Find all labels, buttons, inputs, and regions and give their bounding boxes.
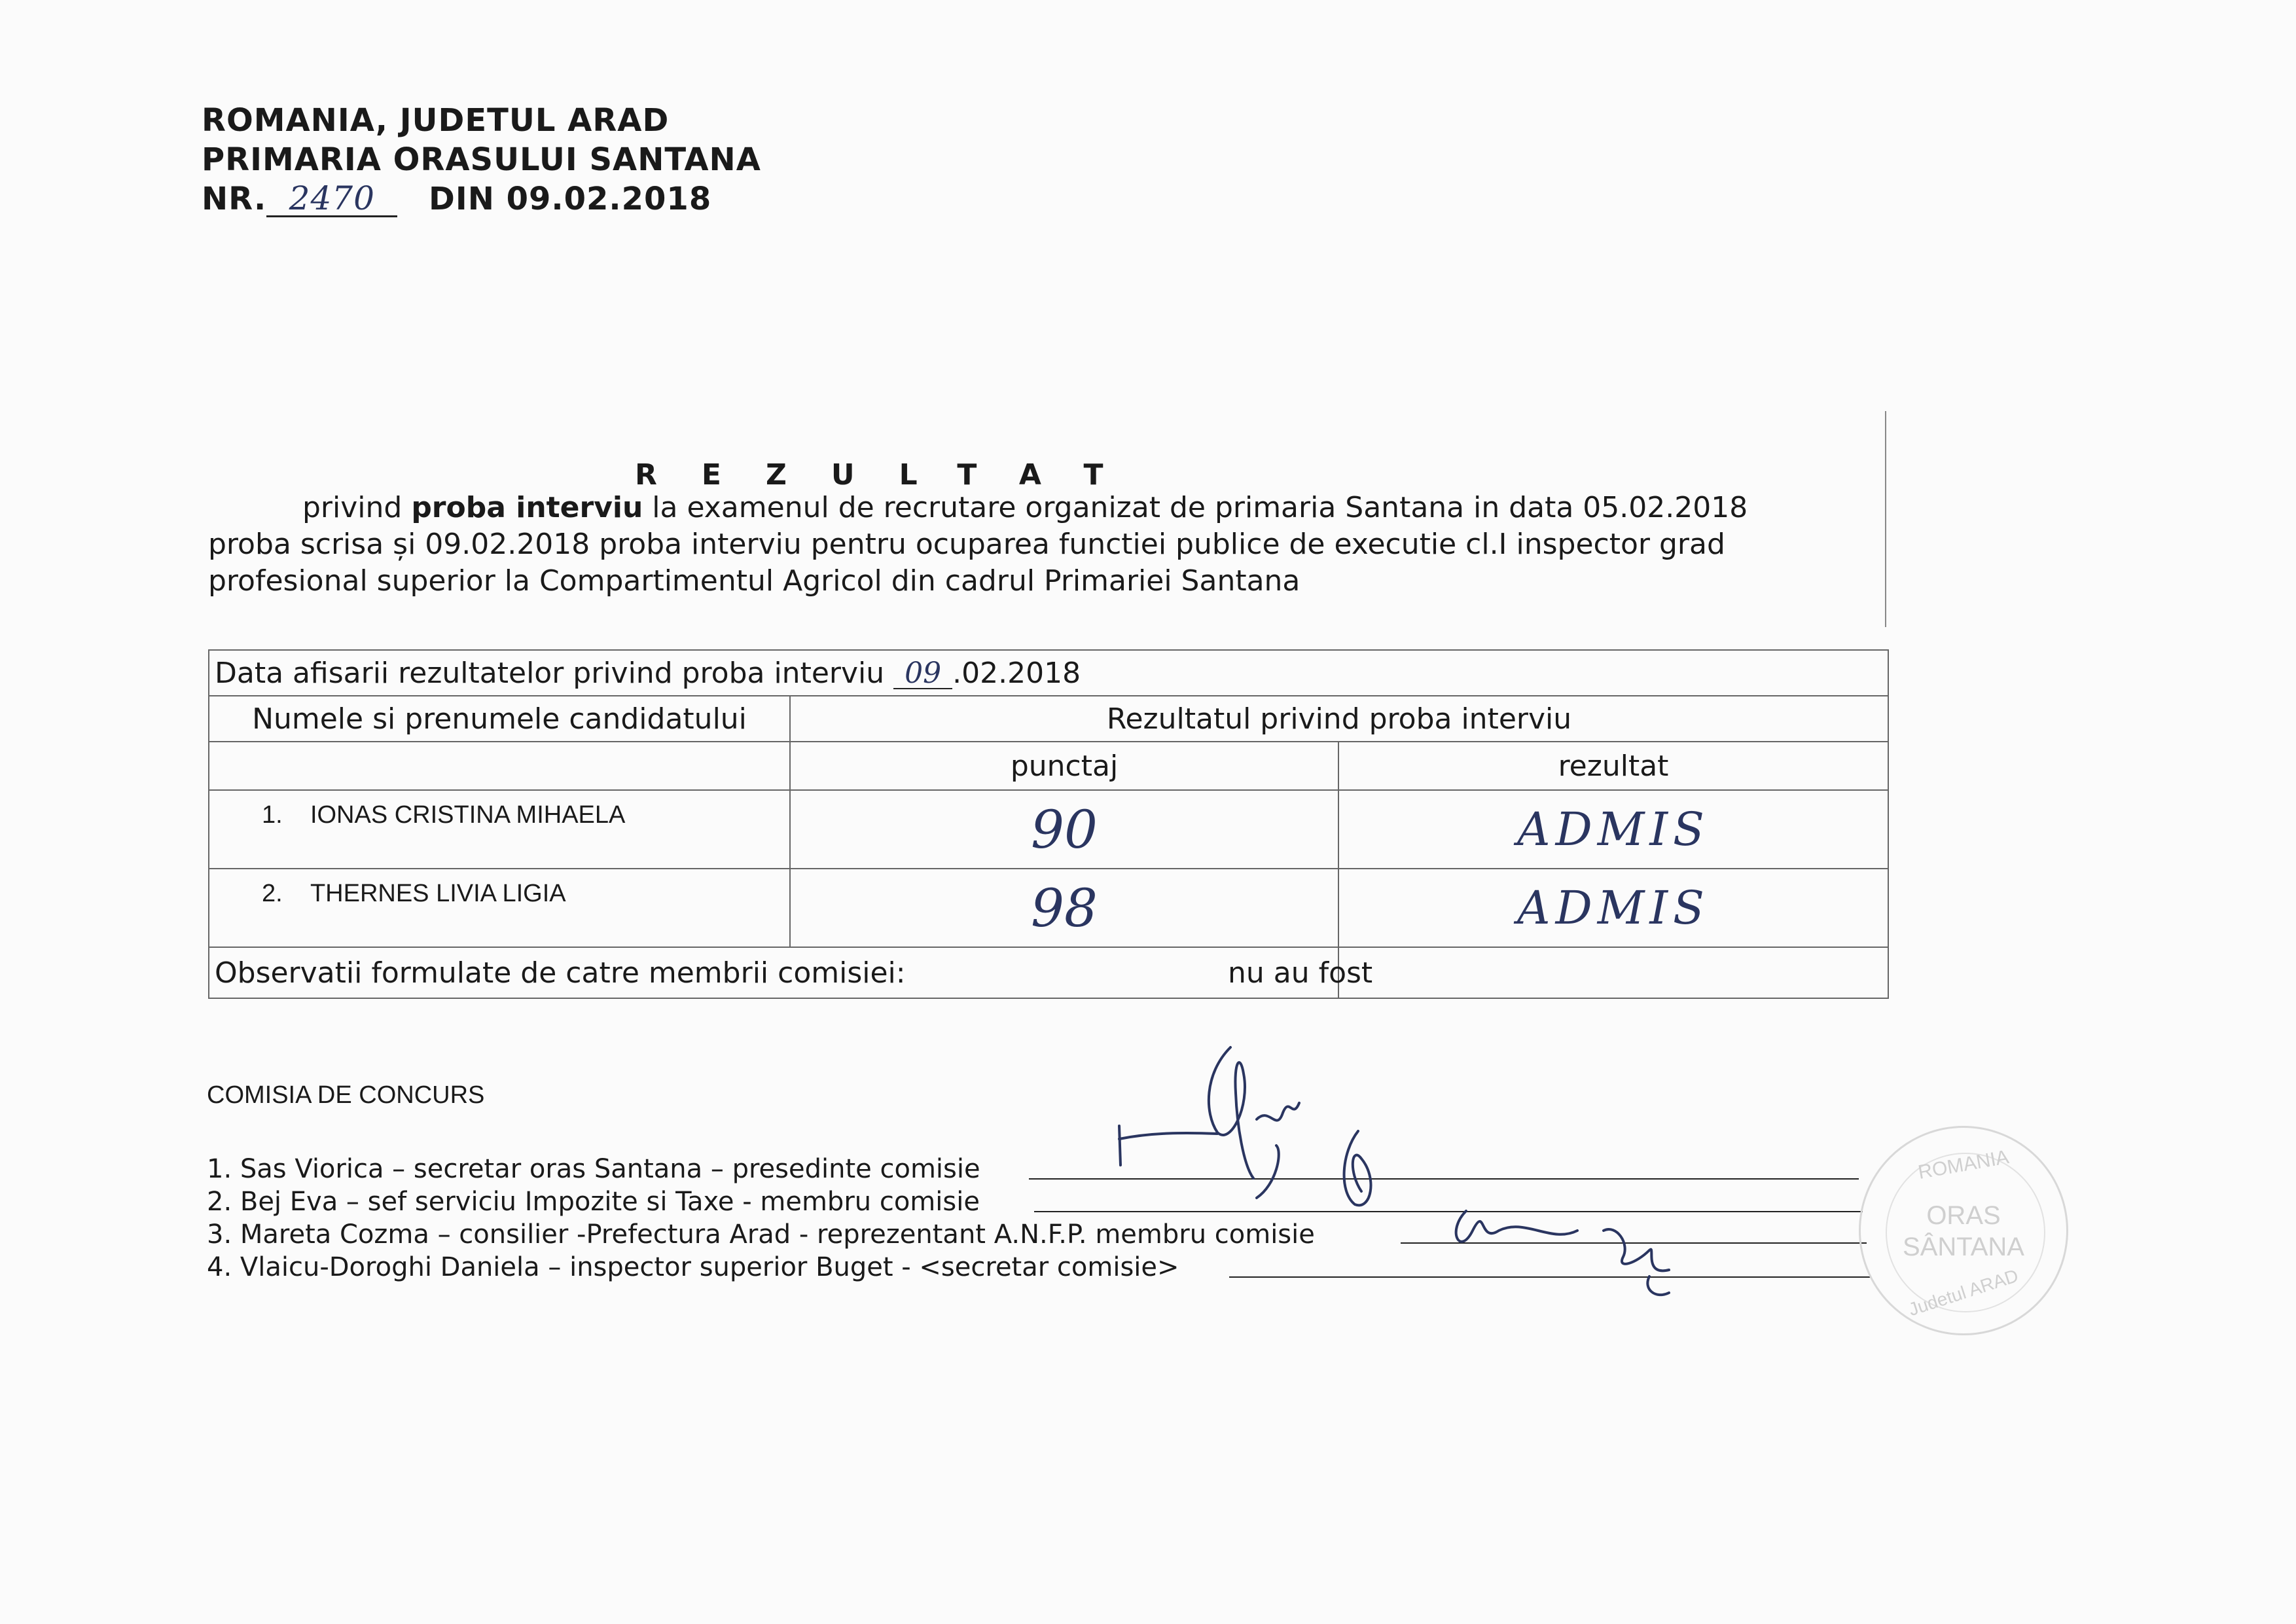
candidate-score: 90 xyxy=(790,790,1338,869)
registration-label: NR. xyxy=(202,181,267,217)
display-date-day: 09 xyxy=(893,659,952,689)
commission-member-2: 2. Bej Eva – sef serviciu Impozite si Taxe - membru comisie xyxy=(207,1187,980,1217)
intro-line-1: privind proba interviu la examenul de recrutare organizat de primaria Santana in data 05.02.2018 xyxy=(302,491,1748,524)
commission-member-4: 4. Vlaicu-Doroghi Daniela – inspector superior Buget - <secretar comisie> xyxy=(207,1252,1179,1282)
table-row xyxy=(209,790,1888,869)
results-table xyxy=(208,649,1889,999)
stamp-top-text: ROMANIA xyxy=(1916,1146,2011,1183)
registration-date: DIN 09.02.2018 xyxy=(428,181,712,217)
frame-border xyxy=(1885,411,1886,627)
header-score: punctaj xyxy=(790,742,1338,790)
header-institution: PRIMARIA ORASULUI SANTANA xyxy=(202,141,761,178)
header-empty-cell xyxy=(209,742,790,790)
registration-number: 2470 xyxy=(266,181,397,217)
commission-member-1: 1. Sas Viorica – secretar oras Santana – presedinte comisie xyxy=(207,1154,980,1184)
candidate-score: 98 xyxy=(790,869,1338,947)
commission-title: COMISIA DE CONCURS xyxy=(207,1081,485,1109)
header-county: ROMANIA, JUDETUL ARAD xyxy=(202,102,670,139)
commission-member-3: 3. Mareta Cozma – consilier -Prefectura Arad - reprezentant A.N.F.P. membru comisie xyxy=(207,1219,1315,1250)
header-result-group: Rezultatul privind proba interviu xyxy=(790,696,1888,742)
stamp-bottom-text: Judetul ARAD xyxy=(1906,1265,2021,1320)
intro-line-3: profesional superior la Compartimentul Agricol din cadrul Primariei Santana xyxy=(208,564,1300,598)
candidate-name: 2. THERNES LIVIA LIGIA xyxy=(209,869,790,947)
observations-label: Observatii formulate de catre membrii comisiei: xyxy=(209,947,1338,998)
header-candidate-name: Numele si prenumele candidatului xyxy=(209,696,790,742)
handwritten-signatures xyxy=(1080,1034,1734,1309)
intro-line-2: proba scrisa și 09.02.2018 proba interviu pentru ocuparea functiei publice de executie cl.I inspector grad xyxy=(208,528,1725,561)
stamp-town-label: ORAS xyxy=(1926,1201,2001,1230)
display-date-cell: Data afisarii rezultatelor privind proba interviu 09 .02.2018 xyxy=(209,650,1888,696)
observations-value: nu au fost xyxy=(1227,947,1777,998)
official-stamp xyxy=(1859,1126,2068,1335)
header-result: rezultat xyxy=(1338,742,1888,790)
stamp-town-name: SÂNTANA xyxy=(1903,1233,2024,1261)
document-title: REZULTAT xyxy=(635,458,1148,492)
header-registration xyxy=(202,181,711,217)
table-row xyxy=(209,869,1888,947)
candidate-name: 1. IONAS CRISTINA MIHAELA xyxy=(209,790,790,869)
candidate-result: ADMIS xyxy=(1338,790,1888,869)
candidate-result: ADMIS xyxy=(1338,869,1888,947)
